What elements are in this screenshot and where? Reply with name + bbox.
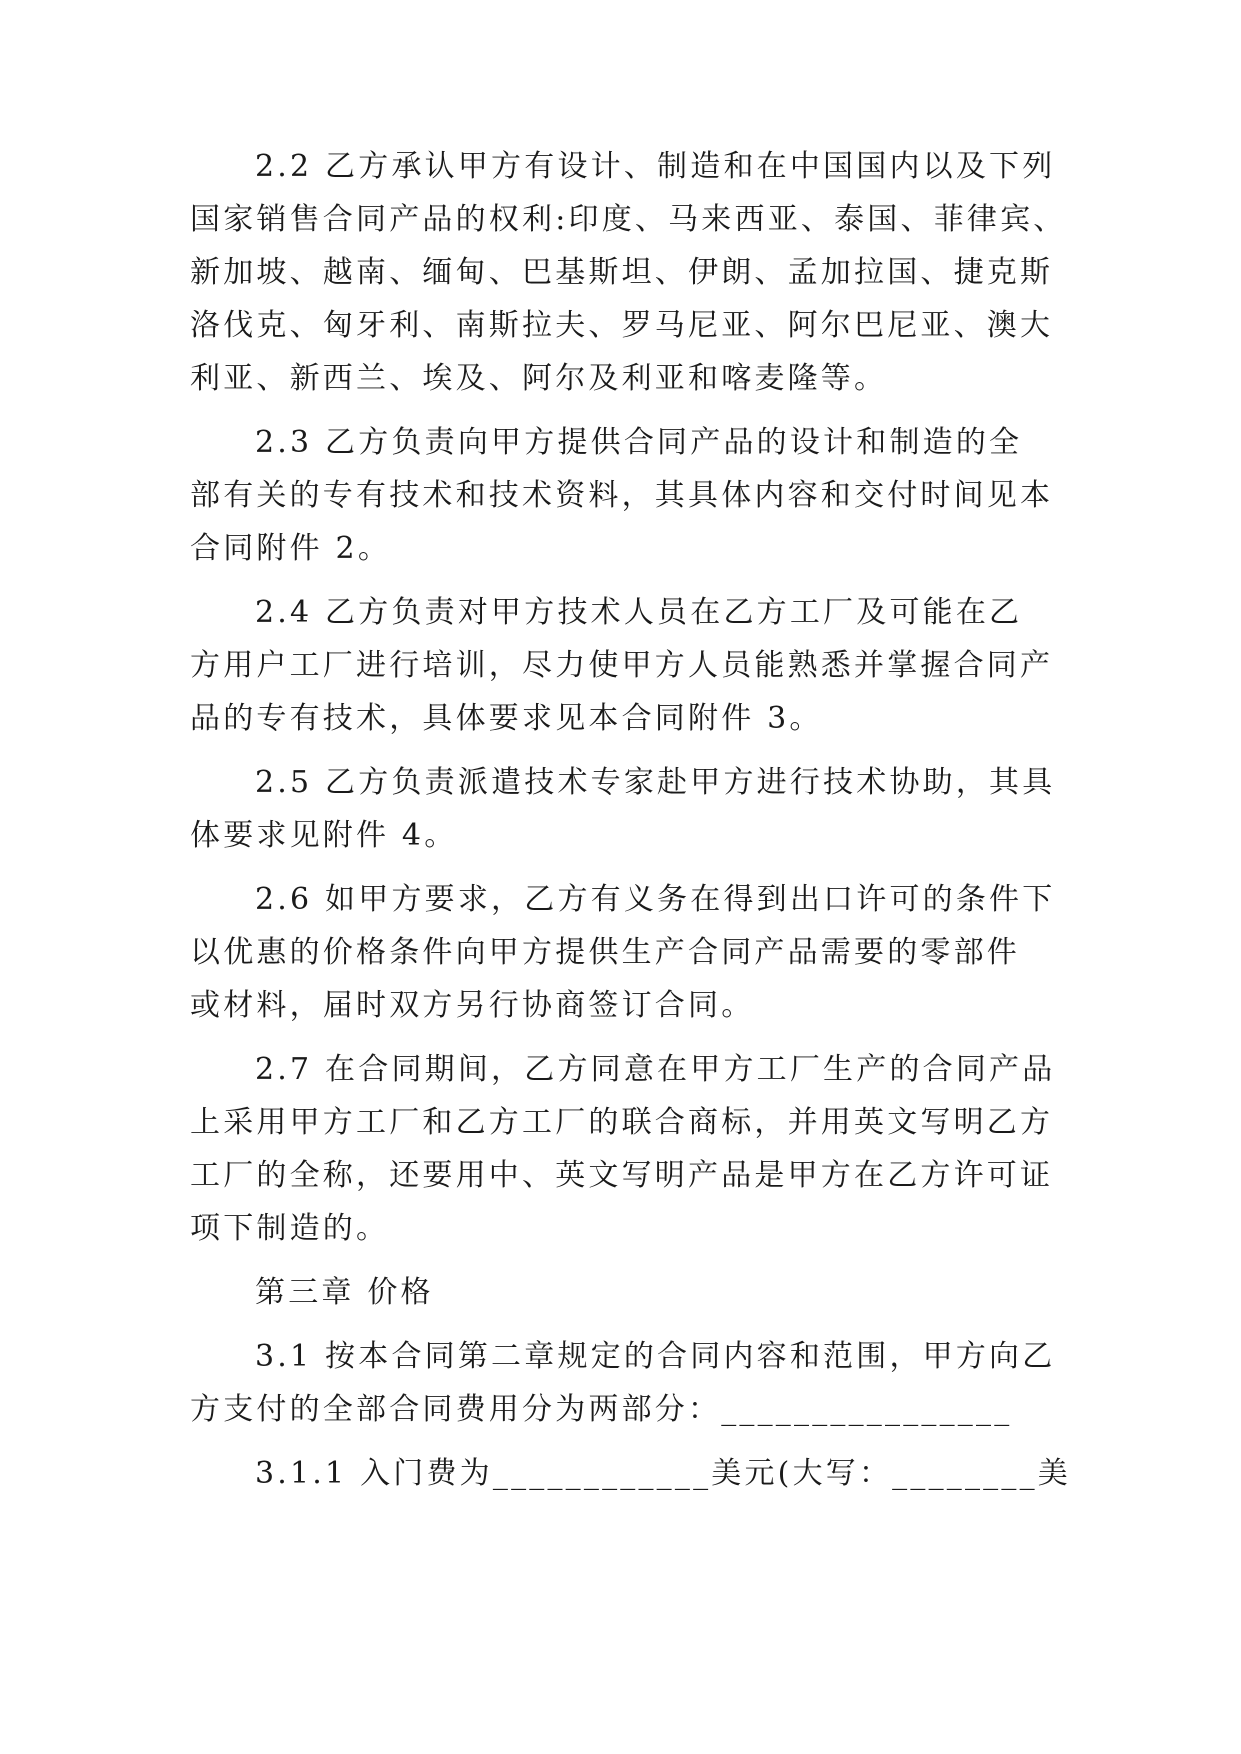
paragraph-2-2-line-5: 利亚、新西兰、埃及、阿尔及利亚和喀麦隆等。 xyxy=(190,361,888,396)
chapter-3-heading: 第三章 价格 xyxy=(255,1275,434,1310)
paragraph-3-1-1-line-1: 3.1.1 入门费为____________美元(大写：________美 xyxy=(255,1456,1071,1491)
paragraph-2-3-line-2: 部有关的专有技术和技术资料，其具体内容和交付时间见本 xyxy=(190,478,1054,513)
paragraph-3-1-line-2: 方支付的全部合同费用分为两部分：________________ xyxy=(190,1392,1013,1427)
paragraph-2-3-line-1: 2.3 乙方负责向甲方提供合同产品的设计和制造的全 xyxy=(255,425,1023,460)
paragraph-2-5-line-2: 体要求见附件 4。 xyxy=(190,818,458,853)
paragraph-2-4-line-2: 方用户工厂进行培训，尽力使甲方人员能熟悉并掌握合同产 xyxy=(190,648,1054,683)
paragraph-2-7-line-3: 工厂的全称，还要用中、英文写明产品是甲方在乙方许可证 xyxy=(190,1158,1054,1193)
paragraph-2-2-line-4: 洛伐克、匈牙利、南斯拉夫、罗马尼亚、阿尔巴尼亚、澳大 xyxy=(190,308,1054,343)
paragraph-2-6-line-3: 或材料，届时双方另行协商签订合同。 xyxy=(190,988,755,1023)
paragraph-2-2-line-3: 新加坡、越南、缅甸、巴基斯坦、伊朗、孟加拉国、捷克斯 xyxy=(190,255,1054,290)
paragraph-2-5-line-1: 2.5 乙方负责派遣技术专家赴甲方进行技术协助，其具 xyxy=(255,765,1056,800)
paragraph-3-1-line-1: 3.1 按本合同第二章规定的合同内容和范围，甲方向乙 xyxy=(255,1339,1056,1374)
paragraph-2-3-line-3: 合同附件 2。 xyxy=(190,531,392,566)
paragraph-2-7-line-2: 上采用甲方工厂和乙方工厂的联合商标，并用英文写明乙方 xyxy=(190,1105,1054,1140)
paragraph-2-2-line-2: 国家销售合同产品的权利:印度、马来西亚、泰国、菲律宾、 xyxy=(190,202,1067,237)
paragraph-2-2-line-1: 2.2 乙方承认甲方有设计、制造和在中国国内以及下列 xyxy=(255,149,1056,184)
paragraph-2-7-line-4: 项下制造的。 xyxy=(190,1211,390,1246)
paragraph-2-6-line-2: 以优惠的价格条件向甲方提供生产合同产品需要的零部件 xyxy=(190,935,1020,970)
paragraph-2-6-line-1: 2.6 如甲方要求，乙方有义务在得到出口许可的条件下 xyxy=(255,882,1056,917)
paragraph-2-4-line-3: 品的专有技术，具体要求见本合同附件 3。 xyxy=(190,701,823,736)
paragraph-2-4-line-1: 2.4 乙方负责对甲方技术人员在乙方工厂及可能在乙 xyxy=(255,595,1023,630)
paragraph-2-7-line-1: 2.7 在合同期间，乙方同意在甲方工厂生产的合同产品 xyxy=(255,1052,1056,1087)
